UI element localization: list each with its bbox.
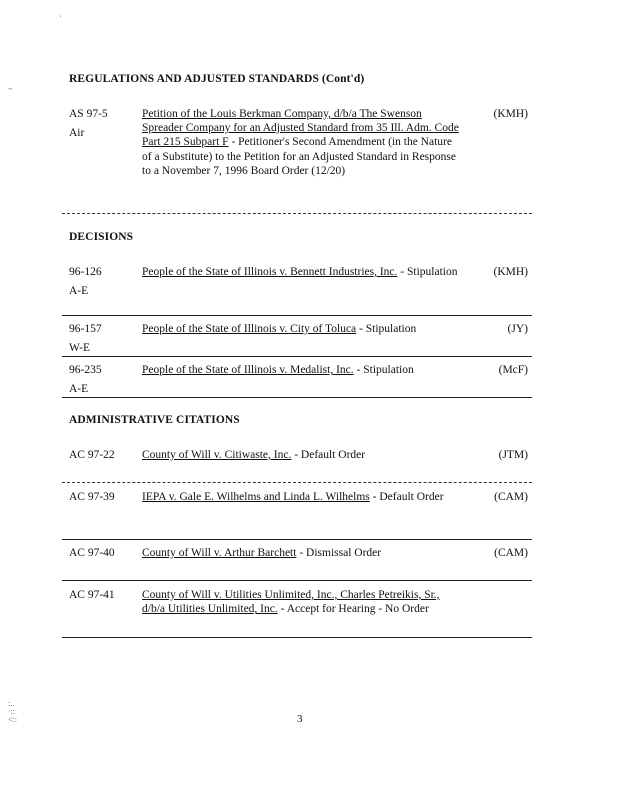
- divider: [62, 315, 532, 316]
- case-action: - Accept for Hearing - No Order: [277, 603, 429, 616]
- divider: [62, 482, 532, 483]
- docket-number: [69, 588, 139, 607]
- assignee-code: (KMH): [493, 266, 528, 278]
- case-action: - Petitioner's Second Amendment (in the Nature of a Substitute) to the Petition for an Adjusted Standard in Response to a November 7, 1996 Board Order (12/20): [142, 136, 456, 177]
- divider: [62, 580, 532, 581]
- docket-number: [69, 322, 139, 360]
- case-description: [142, 107, 464, 178]
- scan-speck: .,: [8, 82, 12, 91]
- case-description: [142, 588, 464, 616]
- assignee-code: (CAM): [494, 547, 528, 559]
- docket-number: [69, 107, 139, 145]
- docket-number: [69, 546, 139, 565]
- section-title-decisions: DECISIONS: [69, 231, 134, 243]
- case-description: [142, 265, 464, 279]
- case-action: - Stipulation: [353, 364, 414, 376]
- docket-id: 96-157: [69, 323, 102, 335]
- divider: [62, 637, 532, 638]
- docket-type: A-E: [69, 383, 89, 396]
- docket-number: [69, 363, 139, 401]
- docket-number: [69, 265, 139, 303]
- case-description: [142, 363, 464, 377]
- docket-id: AC 97-41: [69, 589, 115, 601]
- case-title: People of the State of Illinois v. City of Toluca: [142, 323, 357, 335]
- divider: [62, 539, 532, 540]
- case-title: People of the State of Illinois v. Medalist, Inc.: [142, 364, 354, 376]
- case-description: [142, 322, 464, 336]
- case-action: - Dismissal Order: [296, 547, 382, 559]
- docket-id: AC 97-40: [69, 547, 115, 559]
- docket-type: Air: [69, 127, 85, 140]
- page-number: 3: [297, 713, 303, 725]
- divider: [62, 397, 532, 398]
- section-title-regulations: REGULATIONS AND ADJUSTED STANDARDS (Cont'd): [69, 73, 365, 85]
- assignee-code: (CAM): [494, 491, 528, 503]
- case-title: People of the State of Illinois v. Bennett Industries, Inc.: [142, 266, 398, 278]
- docket-id: 96-126: [69, 266, 102, 278]
- section-title-administrative-citations: ADMINISTRATIVE CITATIONS: [69, 414, 240, 426]
- docket-number: [69, 448, 139, 467]
- assignee-code: (JY): [507, 323, 528, 335]
- divider: [62, 213, 532, 214]
- docket-id: 96-235: [69, 364, 102, 376]
- case-description: [142, 448, 464, 462]
- case-description: [142, 546, 464, 560]
- assignee-code: (McF): [498, 364, 528, 376]
- case-action: - Default Order: [291, 449, 366, 461]
- case-action: - Stipulation: [397, 266, 458, 278]
- case-title: IEPA v. Gale E. Wilhelms and Linda L. Wilhelms: [142, 491, 370, 503]
- case-title: County of Will v. Arthur Barchett: [142, 547, 297, 559]
- docket-id: AC 97-22: [69, 449, 115, 461]
- case-title: Petition of the Louis Berkman Company, d/b/a The Swenson Spreader Company for an Adjusted Standard from 35 Ill. Adm. Code Part 215 Subpart F: [142, 108, 459, 149]
- case-title: County of Will v. Citiwaste, Inc.: [142, 449, 292, 461]
- docket-number: [69, 490, 139, 509]
- docket-id: AS 97-5: [69, 108, 108, 120]
- scan-speck: :.. ·:: <::: [8, 699, 17, 724]
- case-action: - Stipulation: [356, 323, 417, 335]
- scan-speck: ': [60, 14, 62, 23]
- case-title: County of Will v. Utilities Unlimited, Inc., Charles Petreikis, Sr., d/b/a Utilities Unlimited, Inc.: [142, 589, 440, 616]
- docket-type: A-E: [69, 285, 89, 298]
- assignee-code: (KMH): [493, 108, 528, 120]
- assignee-code: (JTM): [498, 449, 528, 461]
- divider: [62, 356, 532, 357]
- case-action: - Default Order: [369, 491, 444, 503]
- docket-type: W-E: [69, 342, 91, 355]
- docket-id: AC 97-39: [69, 491, 115, 503]
- case-description: [142, 490, 464, 504]
